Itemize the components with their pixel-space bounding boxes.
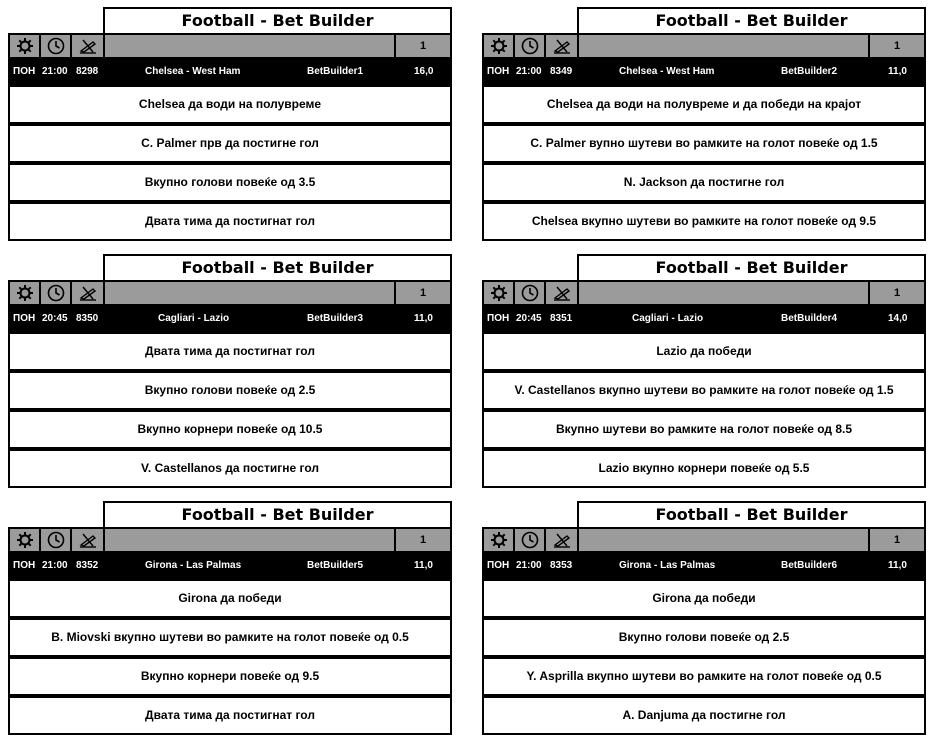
ticket-header: [8, 501, 452, 527]
edit-pen-icon[interactable]: [72, 529, 105, 551]
match-time: 21:00: [516, 66, 542, 77]
market-name: BetBuilder6: [781, 560, 838, 571]
gear-icon[interactable]: [484, 35, 515, 57]
match-code: 8351: [550, 313, 573, 324]
selection-row[interactable]: Вкупно корнери повеќе од 10.5: [8, 410, 452, 449]
match-name: Girona - Las Palmas: [145, 560, 242, 571]
selection-row[interactable]: Lazio вкупно корнери повеќе од 5.5: [482, 449, 926, 488]
match-code: 8353: [550, 560, 573, 571]
selection-row[interactable]: Y. Asprilla вкупно шутеви во рамките на голот повеќе од 0.5: [482, 657, 926, 696]
ticket-title: Football - Bet Builder: [103, 254, 452, 280]
ticket-title: Football - Bet Builder: [103, 7, 452, 33]
match-day: ПОН: [13, 66, 36, 77]
match-code: 8350: [76, 313, 99, 324]
market-name: BetBuilder4: [781, 313, 838, 324]
selection-row[interactable]: Chelsea да води на полувреме и да победи на крајот: [482, 85, 926, 124]
selection-row[interactable]: A. Danjuma да постигне гол: [482, 696, 926, 735]
odds-column-label: 1: [394, 282, 450, 304]
match-time: 21:00: [42, 560, 68, 571]
clock-icon[interactable]: [515, 35, 546, 57]
ticket-odds: 11,0: [888, 560, 907, 571]
header-spacer: [482, 501, 577, 527]
selection-row[interactable]: Двата тима да постигнат гол: [8, 332, 452, 371]
edit-pen-icon[interactable]: [546, 35, 579, 57]
match-code: 8298: [76, 66, 99, 77]
match-info-row[interactable]: [8, 306, 452, 332]
selection-row[interactable]: Вкупно голови повеќе од 3.5: [8, 163, 452, 202]
market-name: BetBuilder5: [307, 560, 364, 571]
ticket-icon-bar: [482, 280, 926, 306]
bet-ticket-6: [482, 501, 926, 735]
ticket-icon-bar: [482, 33, 926, 59]
gear-icon[interactable]: [484, 282, 515, 304]
match-info-row[interactable]: [482, 306, 926, 332]
selection-row[interactable]: Girona да победи: [482, 579, 926, 618]
selection-row[interactable]: Вкупно шутеви во рамките на голот повеќе од 8.5: [482, 410, 926, 449]
bet-ticket-5: [8, 501, 452, 735]
selection-row[interactable]: C. Palmer прв да постигне гол: [8, 124, 452, 163]
match-code: 8349: [550, 66, 573, 77]
selection-row[interactable]: Girona да победи: [8, 579, 452, 618]
ticket-header: [482, 254, 926, 280]
selection-row[interactable]: V. Castellanos да постигне гол: [8, 449, 452, 488]
ticket-header: [482, 7, 926, 33]
selection-row[interactable]: Двата тима да постигнат гол: [8, 696, 452, 735]
clock-icon[interactable]: [41, 35, 72, 57]
odds-column-label: 1: [394, 529, 450, 551]
ticket-title: Football - Bet Builder: [103, 501, 452, 527]
selection-row[interactable]: Вкупно голови повеќе од 2.5: [482, 618, 926, 657]
gear-icon[interactable]: [484, 529, 515, 551]
match-name: Cagliari - Lazio: [632, 313, 704, 324]
ticket-title: Football - Bet Builder: [577, 254, 926, 280]
match-day: ПОН: [487, 560, 510, 571]
ticket-odds: 11,0: [414, 313, 433, 324]
selection-row[interactable]: Chelsea вкупно шутеви во рамките на голот повеќе од 9.5: [482, 202, 926, 241]
ticket-title: Football - Bet Builder: [577, 7, 926, 33]
clock-icon[interactable]: [41, 529, 72, 551]
bet-ticket-2: [482, 7, 926, 241]
ticket-header: [8, 254, 452, 280]
clock-icon[interactable]: [41, 282, 72, 304]
market-name: BetBuilder3: [307, 313, 364, 324]
match-time: 20:45: [516, 313, 542, 324]
header-spacer: [8, 7, 103, 33]
selection-row[interactable]: Двата тима да постигнат гол: [8, 202, 452, 241]
match-day: ПОН: [13, 313, 36, 324]
ticket-icon-bar: [482, 527, 926, 553]
ticket-odds: 11,0: [888, 66, 907, 77]
edit-pen-icon[interactable]: [72, 35, 105, 57]
selection-row[interactable]: C. Palmer вупно шутеви во рамките на голот повеќе од 1.5: [482, 124, 926, 163]
gear-icon[interactable]: [10, 282, 41, 304]
odds-column-label: 1: [868, 529, 924, 551]
gear-icon[interactable]: [10, 529, 41, 551]
header-spacer: [8, 254, 103, 280]
match-name: Girona - Las Palmas: [619, 560, 716, 571]
ticket-icon-bar: [8, 527, 452, 553]
match-day: ПОН: [13, 560, 36, 571]
clock-icon[interactable]: [515, 529, 546, 551]
selection-row[interactable]: Вкупно корнери повеќе од 9.5: [8, 657, 452, 696]
market-name: BetBuilder2: [781, 66, 838, 77]
edit-pen-icon[interactable]: [546, 282, 579, 304]
ticket-odds: 11,0: [414, 560, 433, 571]
match-info-row[interactable]: [482, 553, 926, 579]
header-spacer: [8, 501, 103, 527]
match-info-row[interactable]: [8, 553, 452, 579]
selection-row[interactable]: Lazio да победи: [482, 332, 926, 371]
match-name: Cagliari - Lazio: [158, 313, 230, 324]
match-code: 8352: [76, 560, 99, 571]
match-time: 21:00: [516, 560, 542, 571]
odds-column-label: 1: [868, 35, 924, 57]
edit-pen-icon[interactable]: [546, 529, 579, 551]
match-day: ПОН: [487, 313, 510, 324]
match-time: 21:00: [42, 66, 68, 77]
clock-icon[interactable]: [515, 282, 546, 304]
bet-ticket-3: [8, 254, 452, 488]
market-name: BetBuilder1: [307, 66, 364, 77]
match-name: Chelsea - West Ham: [145, 66, 241, 77]
ticket-odds: 14,0: [888, 313, 908, 324]
selection-row[interactable]: N. Jackson да постигне гол: [482, 163, 926, 202]
selection-row[interactable]: Chelsea да води на полувреме: [8, 85, 452, 124]
ticket-header: [482, 501, 926, 527]
selection-row[interactable]: V. Castellanos вкупно шутеви во рамките на голот повеќе од 1.5: [482, 371, 926, 410]
match-day: ПОН: [487, 66, 510, 77]
ticket-header: [8, 7, 452, 33]
ticket-icon-bar: [8, 280, 452, 306]
match-time: 20:45: [42, 313, 68, 324]
match-name: Chelsea - West Ham: [619, 66, 715, 77]
match-info-row[interactable]: [8, 59, 452, 85]
odds-column-label: 1: [868, 282, 924, 304]
selection-row[interactable]: Вкупно голови повеќе од 2.5: [8, 371, 452, 410]
match-info-row[interactable]: [482, 59, 926, 85]
odds-column-label: 1: [394, 35, 450, 57]
header-spacer: [482, 254, 577, 280]
ticket-odds: 16,0: [414, 66, 434, 77]
gear-icon[interactable]: [10, 35, 41, 57]
ticket-title: Football - Bet Builder: [577, 501, 926, 527]
header-spacer: [482, 7, 577, 33]
selection-row[interactable]: B. Miovski вкупно шутеви во рамките на голот повеќе од 0.5: [8, 618, 452, 657]
edit-pen-icon[interactable]: [72, 282, 105, 304]
bet-ticket-1: [8, 7, 452, 241]
ticket-icon-bar: [8, 33, 452, 59]
bet-ticket-4: [482, 254, 926, 488]
